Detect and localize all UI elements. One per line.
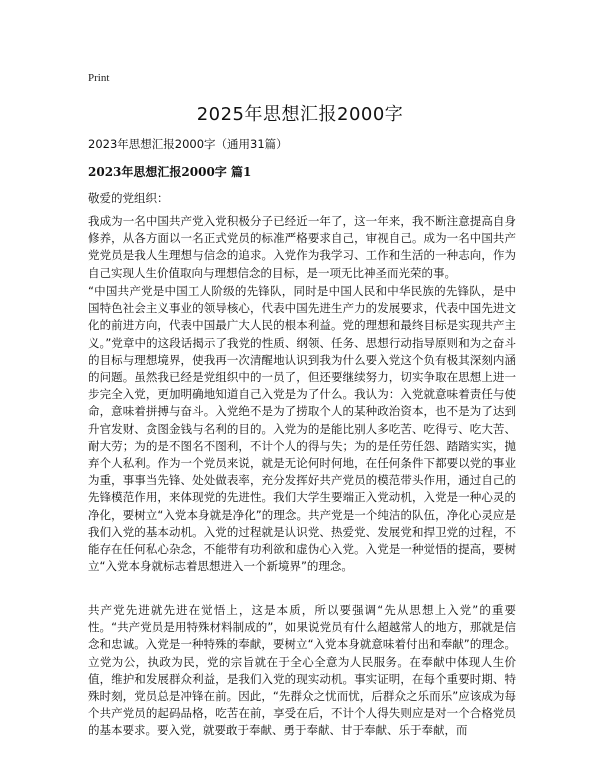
section-heading: 2023年思想汇报2000字 篇1 [88,165,252,179]
print-label[interactable]: Print [88,72,110,84]
document-title: 2025年思想汇报2000字 [196,104,404,125]
paragraph-3: 共产党先进就先进在觉悟上，这是本质，所以要强调“先从思想上入党”的重要性。“共产党员是用特殊材料制成的”，如果说党员有什么超越常人的地方，那就是信念和忠诚。入党是一种特殊的奉献，要树立“入党本身就意味着付出和奉献”的理念。立党为公，执政为民，党的宗旨就在于全心全意为人民服务。在奉献中体现人生价值，维护和发展群众利益，是我们入党的现实动机。事实证明，在每个重要时期、特殊时刻，党员总是冲锋在前。因此，“先群众之忧而忧，后群众之乐而乐”应该成为每个共产党员的起码品格，吃苦在前，享受在后，不计个人得失则应是对一个合格党员的基本要求。要入党，就要敢于奉献、勇于奉献、甘于奉献、乐于奉献，而 [88,603,516,738]
paragraph-2: “中国共产党是中国工人阶级的先锋队，同时是中国人民和中华民族的先锋队，是中国特色社会主义事业的领导核心，代表中国先进生产力的发展要求，代表中国先进文化的前进方向，代表中国最广大人民的根本利益。党的理想和最终目标是实现共产主义。”党章中的这段话揭示了我党的性质、纲领、任务、思想行动指导原则和为之奋斗的目标与理想境界，使我再一次清醒地认识到我为什么要入党这个负有极其深刻内涵的问题。虽然我已经是党组织中的一员了，但还要继续努力，切实争取在思想上进一步完全入党，更加明确地知道自己入党是为了什么。我认为：入党就意味着责任与使命，意味着拼搏与奋斗。入党绝不是为了捞取个人的某种政治资本，也不是为了达到升官发财、贪图金钱与名利的目的。入党为的是能比别人多吃苦、吃得亏、吃大苦、耐大劳；为的是不图名不图利，不计个人的得与失；为的是任劳任怨、踏踏实实，抛弃个人私利。作为一个党员来说，就是无论何时何地，在任何条件下都要以党的事业为重，事事当先锋、处处做表率，充分发挥好共产党员的模范带头作用，通过自己的先锋模范作用，来体现党的先进性。我们大学生要端正入党动机，入党是一种心灵的净化，要树立“入党本身就是净化”的理念。共产党是一个纯洁的队伍，净化心灵应是我们入党的基本动机。入党的过程就是认识党、热爱党、发展党和捍卫党的过程，不能存在任何私心杂念，不能带有功利欲和虚伪心入党。入党是一种觉悟的提高，要树立“入党本身就标志着思想进入一个新境界”的理念。 [88,284,516,574]
paragraph-1: 我成为一名中国共产党入党积极分子已经近一年了，这一年来，我不断注意提高自身修养，从各方面以一名正式党员的标准严格要求自己，审视自己。成为一名中国共产党党员是我人生理想与信念的追求。入党作为我学习、工作和生活的一种志向，作为自己实现人生价值取向与理想信念的目标，是一项无比神圣而光荣的事。 [88,214,516,280]
greeting: 敬爱的党组织： [88,191,169,205]
document-subtitle: 2023年思想汇报2000字（通用31篇） [88,137,288,151]
